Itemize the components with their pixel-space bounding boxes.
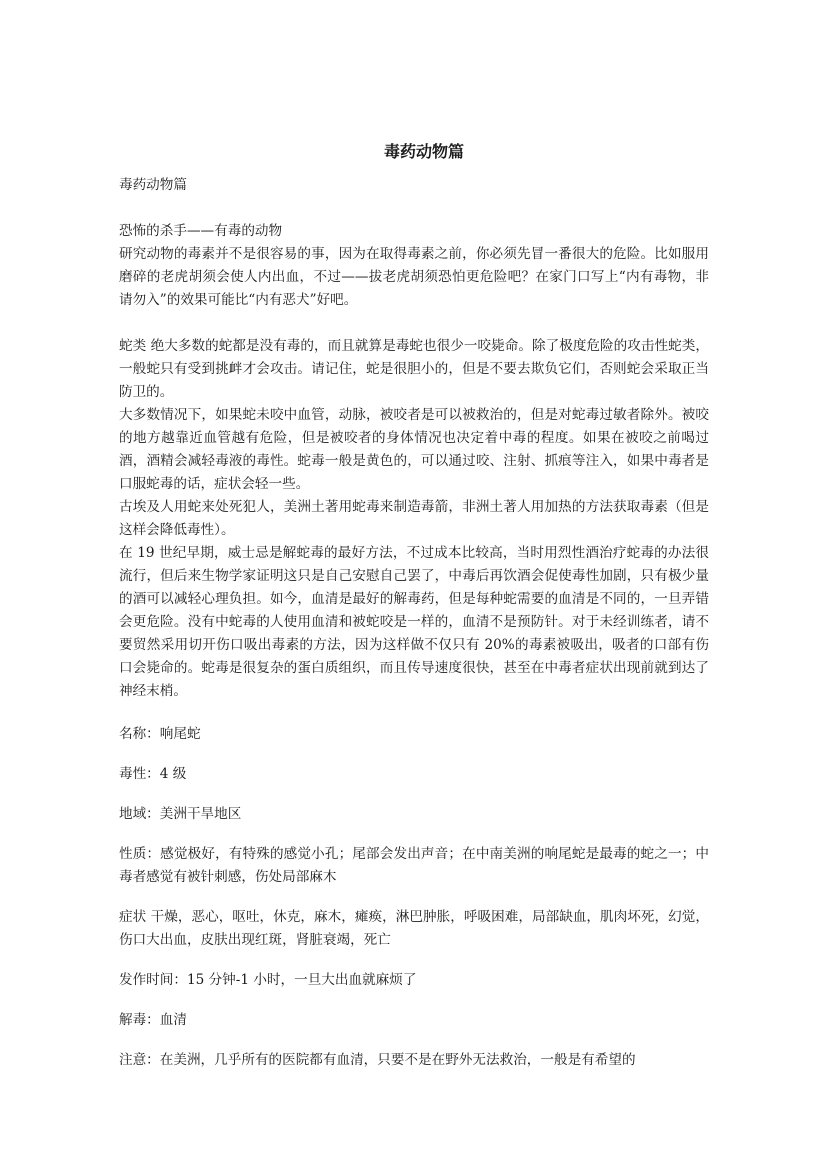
document-subtitle: 毒药动物篇 — [119, 177, 187, 193]
snake-paragraph-2: 大多数情况下，如果蛇未咬中血管，动脉，被咬者是可以被救治的，但是对蛇毒过敏者除外。被咬的地方越靠近血管越有危险，但是被咬者的身体情况也决定着中毒的程度。如果在被咬之前喝过酒，酒精会减轻毒液的毒性。蛇毒一般是黄色的，可以通过咬、注射、抓痕等注入，如果中毒者是口服蛇毒的话，症状会轻一些。 — [119, 407, 709, 492]
snake-paragraph-1: 蛇类 绝大多数的蛇都是没有毒的，而且就算是毒蛇也很少一咬毙命。除了极度危险的攻击性蛇类，一般蛇只有受到挑衅才会攻击。请记住，蛇是很胆小的，但是不要去欺负它们，否则蛇会采取正当防卫的。 — [119, 338, 709, 400]
entry-antidote: 解毒：血清 — [119, 1012, 187, 1028]
intro-paragraph: 研究动物的毒素并不是很容易的事，因为在取得毒素之前，你必须先冒一番很大的危险。比如服用磨碎的老虎胡须会使人内出血，不过——拔老虎胡须恐怕更危险吧？在家门口写上“内有毒物，非请勿入”的效果可能比“内有恶犬”好吧。 — [119, 246, 709, 308]
entry-nature: 性质：感觉极好，有特殊的感觉小孔；尾部会发出声音；在中南美洲的响尾蛇是最毒的蛇之一；中毒者感觉有被针刺感，伤处局部麻木 — [119, 846, 709, 885]
entry-note: 注意：在美洲，几乎所有的医院都有血清，只要不是在野外无法救治，一般是有希望的 — [119, 1052, 636, 1068]
entry-toxicity: 毒性：4 级 — [119, 766, 187, 782]
snake-paragraph-4: 在 19 世纪早期，威士忌是解蛇毒的最好方法，不过成本比较高，当时用烈性酒治疗蛇毒的办法很流行，但后来生物学家证明这只是自己安慰自己罢了，中毒后再饮酒会促使毒性加剧，只有极少量的酒可以减轻心理负担。如今，血清是最好的解毒药，但是每种蛇需要的血清是不同的，一旦弄错会更危险。没有中蛇毒的人使用血清和被蛇咬是一样的，血清不是预防针。对于未经训练者，请不要贸然采用切开伤口吸出毒素的方法，因为这样做不仅只有 20%的毒素被吸出，吸者的口部有伤口会毙命的。蛇毒是很复杂的蛋白质组织，而且传导速度很快，甚至在中毒者症状出现前就到达了神经末梢。 — [119, 545, 709, 699]
entry-region: 地域：美洲干旱地区 — [119, 806, 242, 822]
entry-onset: 发作时间：15 分钟-1 小时，一旦大出血就麻烦了 — [119, 972, 417, 988]
document-page — [119, 140, 709, 1089]
page-title: 毒药动物篇 — [383, 142, 464, 161]
entry-name: 名称：响尾蛇 — [119, 726, 201, 742]
section-heading: 恐怖的杀手——有毒的动物 — [119, 223, 283, 239]
snake-paragraph-3: 古埃及人用蛇来处死犯人，美洲土著用蛇毒来制造毒箭，非洲土著人用加热的方法获取毒素（但是这样会降低毒性）。 — [119, 499, 709, 538]
entry-symptoms: 症状 干燥，恶心，呕吐，休克，麻木，瘫痪，淋巴肿胀，呼吸困难，局部缺血，肌肉坏死，幻觉，伤口大出血，皮肤出现红斑，肾脏衰竭，死亡 — [119, 909, 709, 948]
